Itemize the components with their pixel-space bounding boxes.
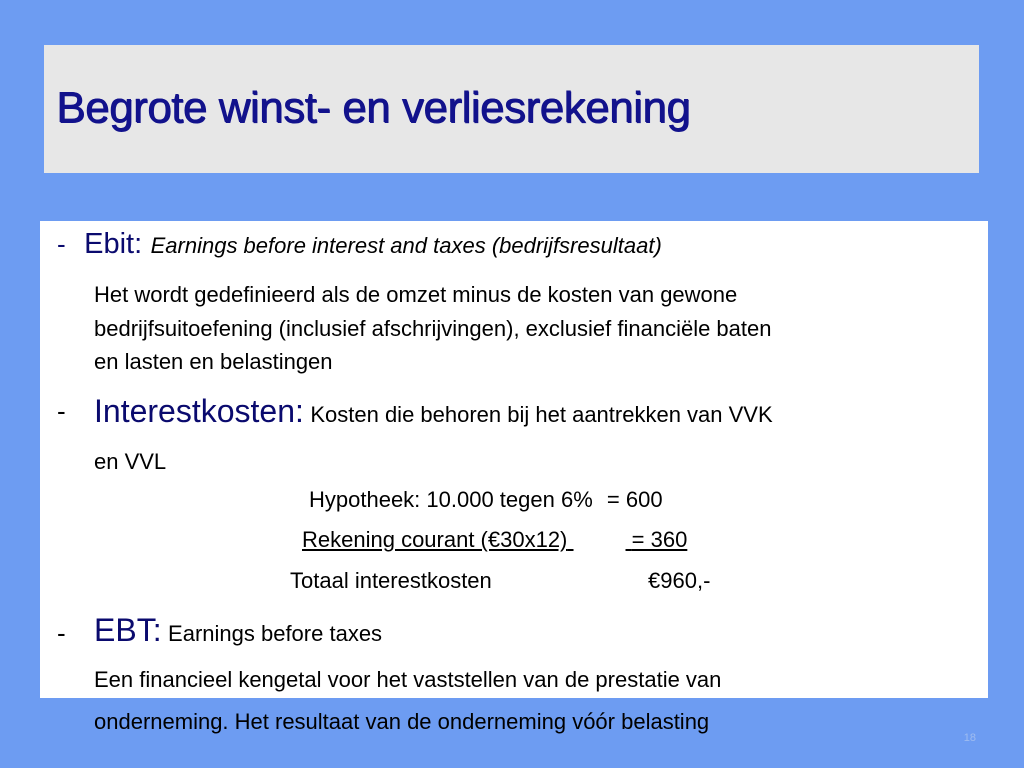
- bullet-interest-heading: [94, 393, 773, 430]
- calc-value: = 360: [631, 527, 688, 552]
- bullet-definition-interest: Kosten die behoren bij het aantrekken van VVK: [310, 402, 773, 427]
- bullet-dash: -: [57, 396, 66, 426]
- bullet-dash: -: [57, 618, 66, 648]
- title-panel: [44, 45, 979, 173]
- bullet-dash: -: [57, 229, 66, 259]
- calc-row-mortgage: [309, 487, 663, 513]
- bullet-ebit-heading: [57, 228, 662, 261]
- bullet-definition-ebit: Earnings before interest and taxes (bedrijfsresultaat): [150, 233, 662, 258]
- bullet-term-interest: Interestkosten:: [94, 393, 304, 429]
- ebt-explanation-line-2: onderneming. Het resultaat van de onderneming vóór belasting: [94, 709, 710, 734]
- bullet-definition-ebt: Earnings before taxes: [168, 621, 383, 646]
- calc-row-current-account: [302, 527, 687, 553]
- ebit-explanation-line-1: Het wordt gedefinieerd als de omzet minus de kosten van gewone: [94, 282, 738, 307]
- bullet-ebt-heading: [94, 612, 382, 649]
- ebit-explanation-line-3: en lasten en belastingen: [94, 349, 333, 374]
- ebit-explanation-line-2: bedrijfsuitoefening (inclusief afschrijvingen), exclusief financiële baten: [94, 316, 772, 341]
- bullet-term-ebt: EBT:: [94, 612, 162, 648]
- calc-label: Rekening courant (€30x12): [302, 527, 568, 552]
- calc-value: €960,-: [648, 568, 711, 593]
- bullet-term-ebit: Ebit:: [84, 228, 143, 260]
- interest-continuation: en VVL: [94, 449, 167, 474]
- slide-number: 18: [963, 732, 976, 744]
- slide-title: Begrote winst- en verliesrekening: [56, 83, 691, 132]
- calc-row-total: [290, 568, 710, 594]
- ebt-explanation-line-1: Een financieel kengetal voor het vaststellen van de prestatie van: [94, 667, 722, 692]
- calc-label: Hypotheek: 10.000 tegen 6%: [309, 487, 593, 512]
- calc-label: Totaal interestkosten: [290, 568, 492, 593]
- calc-value: = 600: [606, 487, 663, 512]
